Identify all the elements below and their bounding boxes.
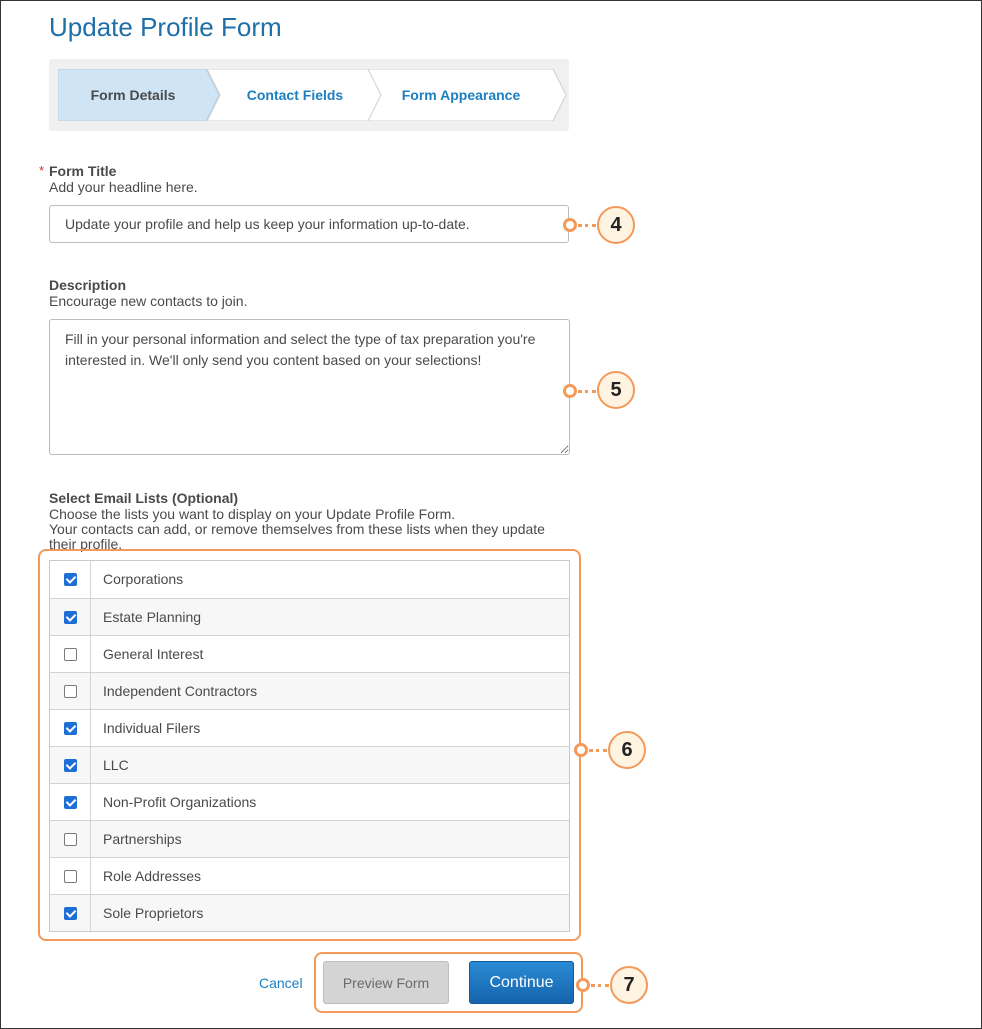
- email-lists-hint-3: their profile.: [49, 536, 123, 552]
- cancel-link[interactable]: Cancel: [259, 975, 303, 991]
- checkbox-cell: [50, 561, 91, 598]
- description-textarea[interactable]: [49, 319, 570, 455]
- page-title: Update Profile Form: [49, 12, 282, 42]
- list-item[interactable]: [50, 894, 569, 931]
- email-lists-table: [49, 560, 570, 932]
- callout-line: [591, 984, 609, 987]
- checkbox-cell: [50, 599, 91, 635]
- form-title-label: Form Title: [49, 163, 117, 179]
- callout-line: [578, 224, 596, 227]
- list-item[interactable]: [50, 635, 569, 672]
- checkbox-cell: [50, 710, 91, 746]
- stepper: [49, 59, 569, 131]
- continue-button[interactable]: Continue: [469, 961, 574, 1004]
- checkbox-cell: [50, 858, 91, 894]
- list-item-name: General Interest: [103, 646, 204, 662]
- step-contact-fields[interactable]: [207, 69, 383, 121]
- email-lists-hint-1: Choose the lists you want to display on your Update Profile Form.: [49, 506, 456, 522]
- list-checkbox[interactable]: [64, 833, 77, 846]
- list-item-name: Estate Planning: [103, 609, 202, 625]
- list-item[interactable]: [50, 561, 569, 598]
- checkbox-cell: [50, 784, 91, 820]
- list-item-name: Independent Contractors: [103, 683, 258, 699]
- list-checkbox[interactable]: [64, 611, 77, 624]
- step-form-appearance[interactable]: [368, 69, 568, 121]
- callout-connector: [563, 384, 577, 398]
- step-label: Form Appearance: [401, 87, 521, 103]
- required-mark: *: [39, 163, 45, 178]
- callout-line: [578, 390, 596, 393]
- checkbox-cell: [50, 673, 91, 709]
- list-item[interactable]: [50, 783, 569, 820]
- callout-connector: [576, 978, 590, 992]
- checkbox-cell: [50, 636, 91, 672]
- list-item[interactable]: [50, 857, 569, 894]
- list-item-name: Individual Filers: [103, 720, 201, 736]
- form-title-hint: Add your headline here.: [49, 179, 198, 195]
- list-checkbox[interactable]: [64, 722, 77, 735]
- list-item-name: Role Addresses: [103, 868, 202, 884]
- callout-badge: 6: [608, 731, 646, 769]
- email-lists-hint-2: Your contacts can add, or remove themselves from these lists when they update: [49, 521, 545, 537]
- list-item-name: Partnerships: [103, 831, 182, 847]
- step-label: Contact Fields: [246, 87, 344, 103]
- callout-connector: [563, 218, 577, 232]
- list-item-name: Non-Profit Organizations: [103, 794, 257, 810]
- callout-badge: 7: [610, 966, 648, 1004]
- callout-line: [589, 749, 607, 752]
- list-item[interactable]: [50, 709, 569, 746]
- list-checkbox[interactable]: [64, 759, 77, 772]
- email-lists-label: Select Email Lists (Optional): [49, 490, 239, 506]
- list-checkbox[interactable]: [64, 907, 77, 920]
- step-form-details[interactable]: [58, 69, 220, 121]
- step-label: Form Details: [90, 87, 176, 103]
- list-item-name: LLC: [103, 757, 129, 773]
- callout-badge: 5: [597, 371, 635, 409]
- list-checkbox[interactable]: [64, 648, 77, 661]
- list-item[interactable]: [50, 672, 569, 709]
- list-item[interactable]: [50, 746, 569, 783]
- list-item[interactable]: [50, 820, 569, 857]
- list-checkbox[interactable]: [64, 796, 77, 809]
- checkbox-cell: [50, 895, 91, 931]
- list-checkbox[interactable]: [64, 685, 77, 698]
- list-item[interactable]: [50, 598, 569, 635]
- description-hint: Encourage new contacts to join.: [49, 293, 248, 309]
- checkbox-cell: [50, 821, 91, 857]
- form-title-input[interactable]: [49, 205, 569, 243]
- list-checkbox[interactable]: [64, 870, 77, 883]
- preview-form-button[interactable]: Preview Form: [323, 961, 449, 1004]
- list-item-name: Sole Proprietors: [103, 905, 204, 921]
- list-checkbox[interactable]: [64, 573, 77, 586]
- callout-connector: [574, 743, 588, 757]
- description-label: Description: [49, 277, 127, 293]
- callout-badge: 4: [597, 206, 635, 244]
- checkbox-cell: [50, 747, 91, 783]
- list-item-name: Corporations: [103, 571, 184, 587]
